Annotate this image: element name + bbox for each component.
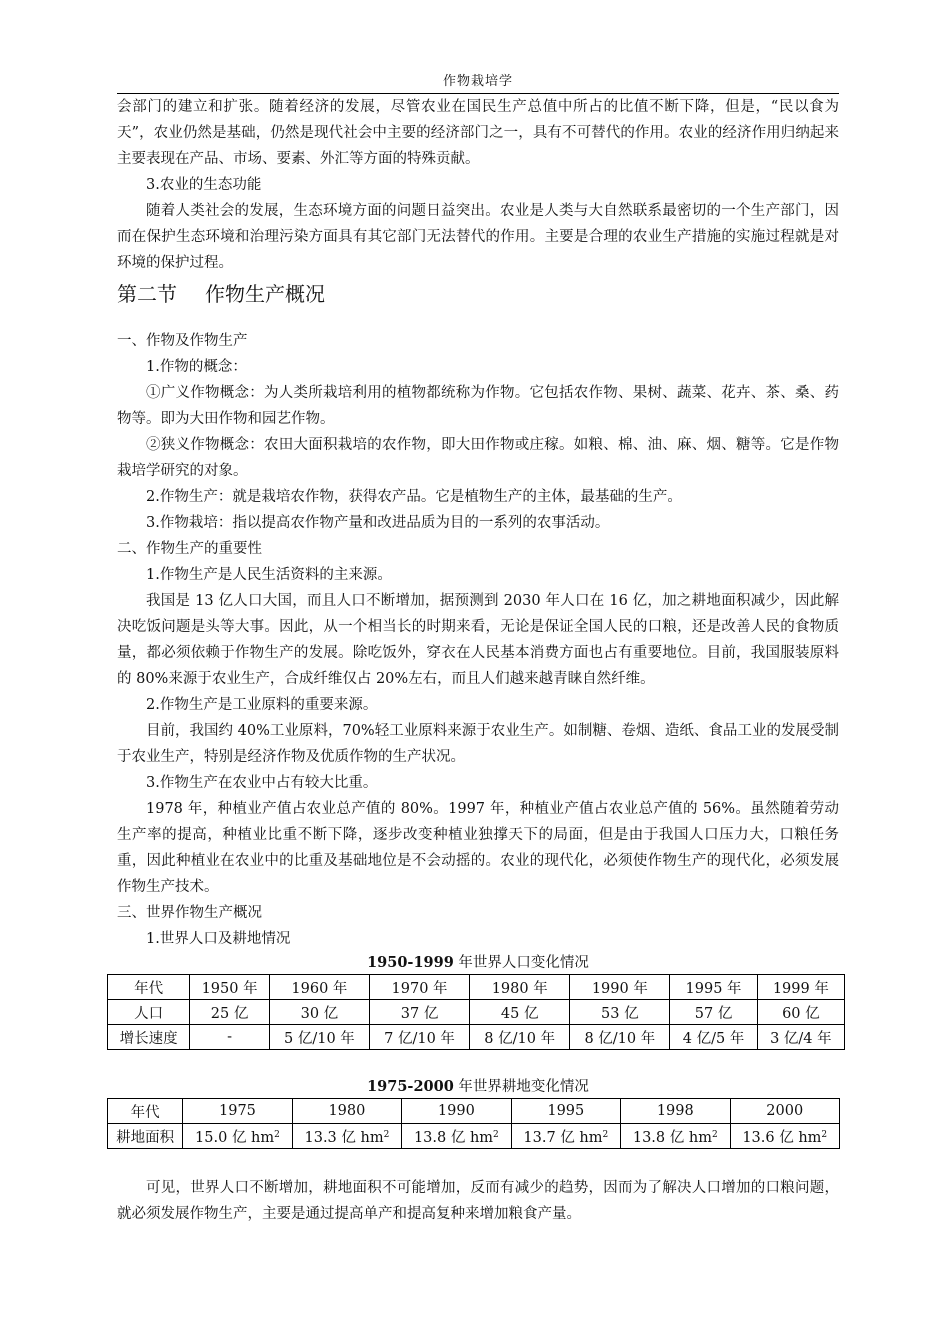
unit-superscript: 2 bbox=[602, 1129, 609, 1140]
page-content bbox=[117, 94, 839, 1227]
section-title: 作物生产概况 bbox=[205, 282, 325, 306]
caption-years: 1975-2000 bbox=[367, 1078, 454, 1095]
subheading: 3.作物生产在农业中占有较大比重。 bbox=[146, 775, 378, 791]
row-header-cell: 人口 bbox=[108, 1000, 190, 1025]
table-cell: 1975 bbox=[183, 1099, 292, 1124]
population-table bbox=[107, 974, 845, 1050]
table-row bbox=[108, 1099, 840, 1124]
subheading: 1.作物生产是人民生活资料的主来源。 bbox=[146, 567, 392, 583]
table-cell: 1998 bbox=[621, 1099, 730, 1124]
paragraph: ①广义作物概念：为人类所栽培利用的植物都统称为作物。它包括农作物、果树、蔬菜、花卉、茶、桑、药物等。即为大田作物和园艺作物。 bbox=[117, 385, 839, 427]
subheading: 2.作物生产是工业原料的重要来源。 bbox=[146, 697, 378, 713]
area-value: 13.8 亿 hm bbox=[632, 1129, 712, 1146]
table-cell: 2000 bbox=[730, 1099, 840, 1124]
caption-years: 1950-1999 bbox=[367, 954, 454, 971]
area-value: 15.0 亿 hm bbox=[195, 1129, 275, 1146]
area-value: 13.3 亿 hm bbox=[304, 1129, 384, 1146]
heading-level1: 三、世界作物生产概况 bbox=[117, 905, 262, 921]
table-row bbox=[108, 1124, 840, 1149]
row-header-cell: 增长速度 bbox=[108, 1025, 190, 1050]
section-heading bbox=[117, 280, 839, 308]
heading-level1: 二、作物生产的重要性 bbox=[117, 541, 262, 557]
table-row bbox=[108, 1000, 845, 1025]
table-cell: 3 亿/4 年 bbox=[757, 1025, 844, 1050]
table-cell: 5 亿/10 年 bbox=[269, 1025, 369, 1050]
caption-text: 年世界耕地变化情况 bbox=[453, 1079, 589, 1095]
paragraph: ②狭义作物概念：农田大面积栽培的农作物，即大田作物或庄稼。如粮、棉、油、麻、烟、糖等。它是作物栽培学研究的对象。 bbox=[117, 437, 839, 479]
unit-superscript: 2 bbox=[383, 1129, 390, 1140]
paragraph: 可见，世界人口不断增加，耕地面积不可能增加，反而有减少的趋势，因而为了解决人口增加的口粮问题，就必须发展作物生产，主要是通过提高单产和提高复种来增加粮食产量。 bbox=[117, 1180, 839, 1222]
table-cell: 1990 年 bbox=[570, 975, 670, 1000]
area-value: 13.7 亿 hm bbox=[523, 1129, 603, 1146]
caption-text: 年世界人口变化情况 bbox=[453, 955, 589, 971]
unit-superscript: 2 bbox=[274, 1129, 280, 1140]
table-cell: 25 亿 bbox=[190, 1000, 270, 1025]
running-header: 作物栽培学 bbox=[442, 74, 513, 89]
table-cell: 45 亿 bbox=[470, 1000, 570, 1025]
paragraph: 随着人类社会的发展，生态环境方面的问题日益突出。农业是人类与大自然联系最密切的一个生产部门，因而在保护生态环境和治理污染方面具有其它部门无法替代的作用。主要是合理的农业生产措施的实施过程就是对环境的保护过程。 bbox=[117, 203, 839, 271]
paragraph: 我国是 13 亿人口大国，而且人口不断增加，据预测到 2030 年人口在 16 亿，加之耕地面积减少，因此解决吃饭问题是头等大事。因此，从一个相当长的时期来看，无论是保证全国人民的口粮，还是改善人民的食物质量，都必须依赖于作物生产的发展。除吃饭外，穿衣在人民基本消费方面也占有重要地位。目前，我国服装原料的 80%来源于农业生产，合成纤维仅占 20%左右，而且人们越来越青睐自然纤维。 bbox=[117, 593, 839, 687]
table-cell: 57 亿 bbox=[670, 1000, 757, 1025]
table-cell bbox=[402, 1124, 511, 1149]
subheading: 1.世界人口及耕地情况 bbox=[146, 931, 291, 947]
row-header-cell: 年代 bbox=[108, 975, 190, 1000]
unit-superscript: 2 bbox=[821, 1129, 828, 1140]
table-cell: 30 亿 bbox=[269, 1000, 369, 1025]
area-value: 13.8 亿 hm bbox=[413, 1129, 494, 1146]
table-cell: 1960 年 bbox=[269, 975, 369, 1000]
table-cell: 37 亿 bbox=[369, 1000, 469, 1025]
table-cell bbox=[511, 1124, 620, 1149]
table-cell: 60 亿 bbox=[757, 1000, 844, 1025]
table-cell: 1990 bbox=[402, 1099, 511, 1124]
subheading: 1.作物的概念： bbox=[146, 359, 247, 375]
table-cell: 1970 年 bbox=[369, 975, 469, 1000]
row-header-cell: 耕地面积 bbox=[108, 1124, 183, 1149]
table-cell: 7 亿/10 年 bbox=[369, 1025, 469, 1050]
table-cell bbox=[292, 1124, 401, 1149]
area-value: 13.6 亿 hm bbox=[742, 1129, 822, 1146]
table-cell: 1995 bbox=[511, 1099, 620, 1124]
table-cell: - bbox=[190, 1025, 270, 1050]
heading-level1: 一、作物及作物生产 bbox=[117, 333, 248, 349]
table-cell: 1980 年 bbox=[470, 975, 570, 1000]
table-caption bbox=[117, 1076, 839, 1098]
table-cell bbox=[730, 1124, 840, 1149]
section-number: 第二节 bbox=[117, 282, 177, 306]
unit-superscript: 2 bbox=[493, 1129, 499, 1140]
table-cell bbox=[183, 1124, 292, 1149]
table-caption bbox=[117, 952, 839, 974]
table-row bbox=[108, 1025, 845, 1050]
paragraph: 3.作物栽培：指以提高农作物产量和改进品质为目的一系列的农事活动。 bbox=[146, 515, 610, 531]
table-cell: 1999 年 bbox=[757, 975, 844, 1000]
table-cell: 1950 年 bbox=[190, 975, 270, 1000]
table-cell: 1980 bbox=[292, 1099, 401, 1124]
table-row bbox=[108, 975, 845, 1000]
farmland-table bbox=[107, 1098, 840, 1149]
unit-superscript: 2 bbox=[711, 1129, 718, 1140]
paragraph: 会部门的建立和扩张。随着经济的发展，尽管农业在国民生产总值中所占的比值不断下降，但是，“民以食为天”，农业仍然是基础，仍然是现代社会中主要的经济部门之一，具有不可替代的作用。农业的经济作用归纳起来主要表现在产品、市场、要素、外汇等方面的特殊贡献。 bbox=[117, 99, 839, 167]
row-header-cell: 年代 bbox=[108, 1099, 183, 1124]
table-cell: 1995 年 bbox=[670, 975, 757, 1000]
table-cell bbox=[621, 1124, 730, 1149]
paragraph: 1978 年，种植业产值占农业总产值的 80%。1997 年，种植业产值占农业总产值的 56%。虽然随着劳动生产率的提高，种植业比重不断下降，逐步改变种植业独撑天下的局面，但是由于我国人口压力大，口粮任务重，因此种植业在农业中的比重及基础地位是不会动摇的。农业的现代化，必须使作物生产的现代化，必须发展作物生产技术。 bbox=[117, 801, 839, 895]
table-cell: 53 亿 bbox=[570, 1000, 670, 1025]
table-cell: 8 亿/10 年 bbox=[470, 1025, 570, 1050]
paragraph: 2.作物生产：就是栽培农作物，获得农产品。它是植物生产的主体，最基础的生产。 bbox=[146, 489, 682, 505]
table-cell: 8 亿/10 年 bbox=[570, 1025, 670, 1050]
paragraph: 目前，我国约 40%工业原料，70%轻工业原料来源于农业生产。如制糖、卷烟、造纸、食品工业的发展受制于农业生产，特别是经济作物及优质作物的生产状况。 bbox=[117, 723, 839, 765]
subheading: 3.农业的生态功能 bbox=[146, 177, 262, 193]
table-cell: 4 亿/5 年 bbox=[670, 1025, 757, 1050]
